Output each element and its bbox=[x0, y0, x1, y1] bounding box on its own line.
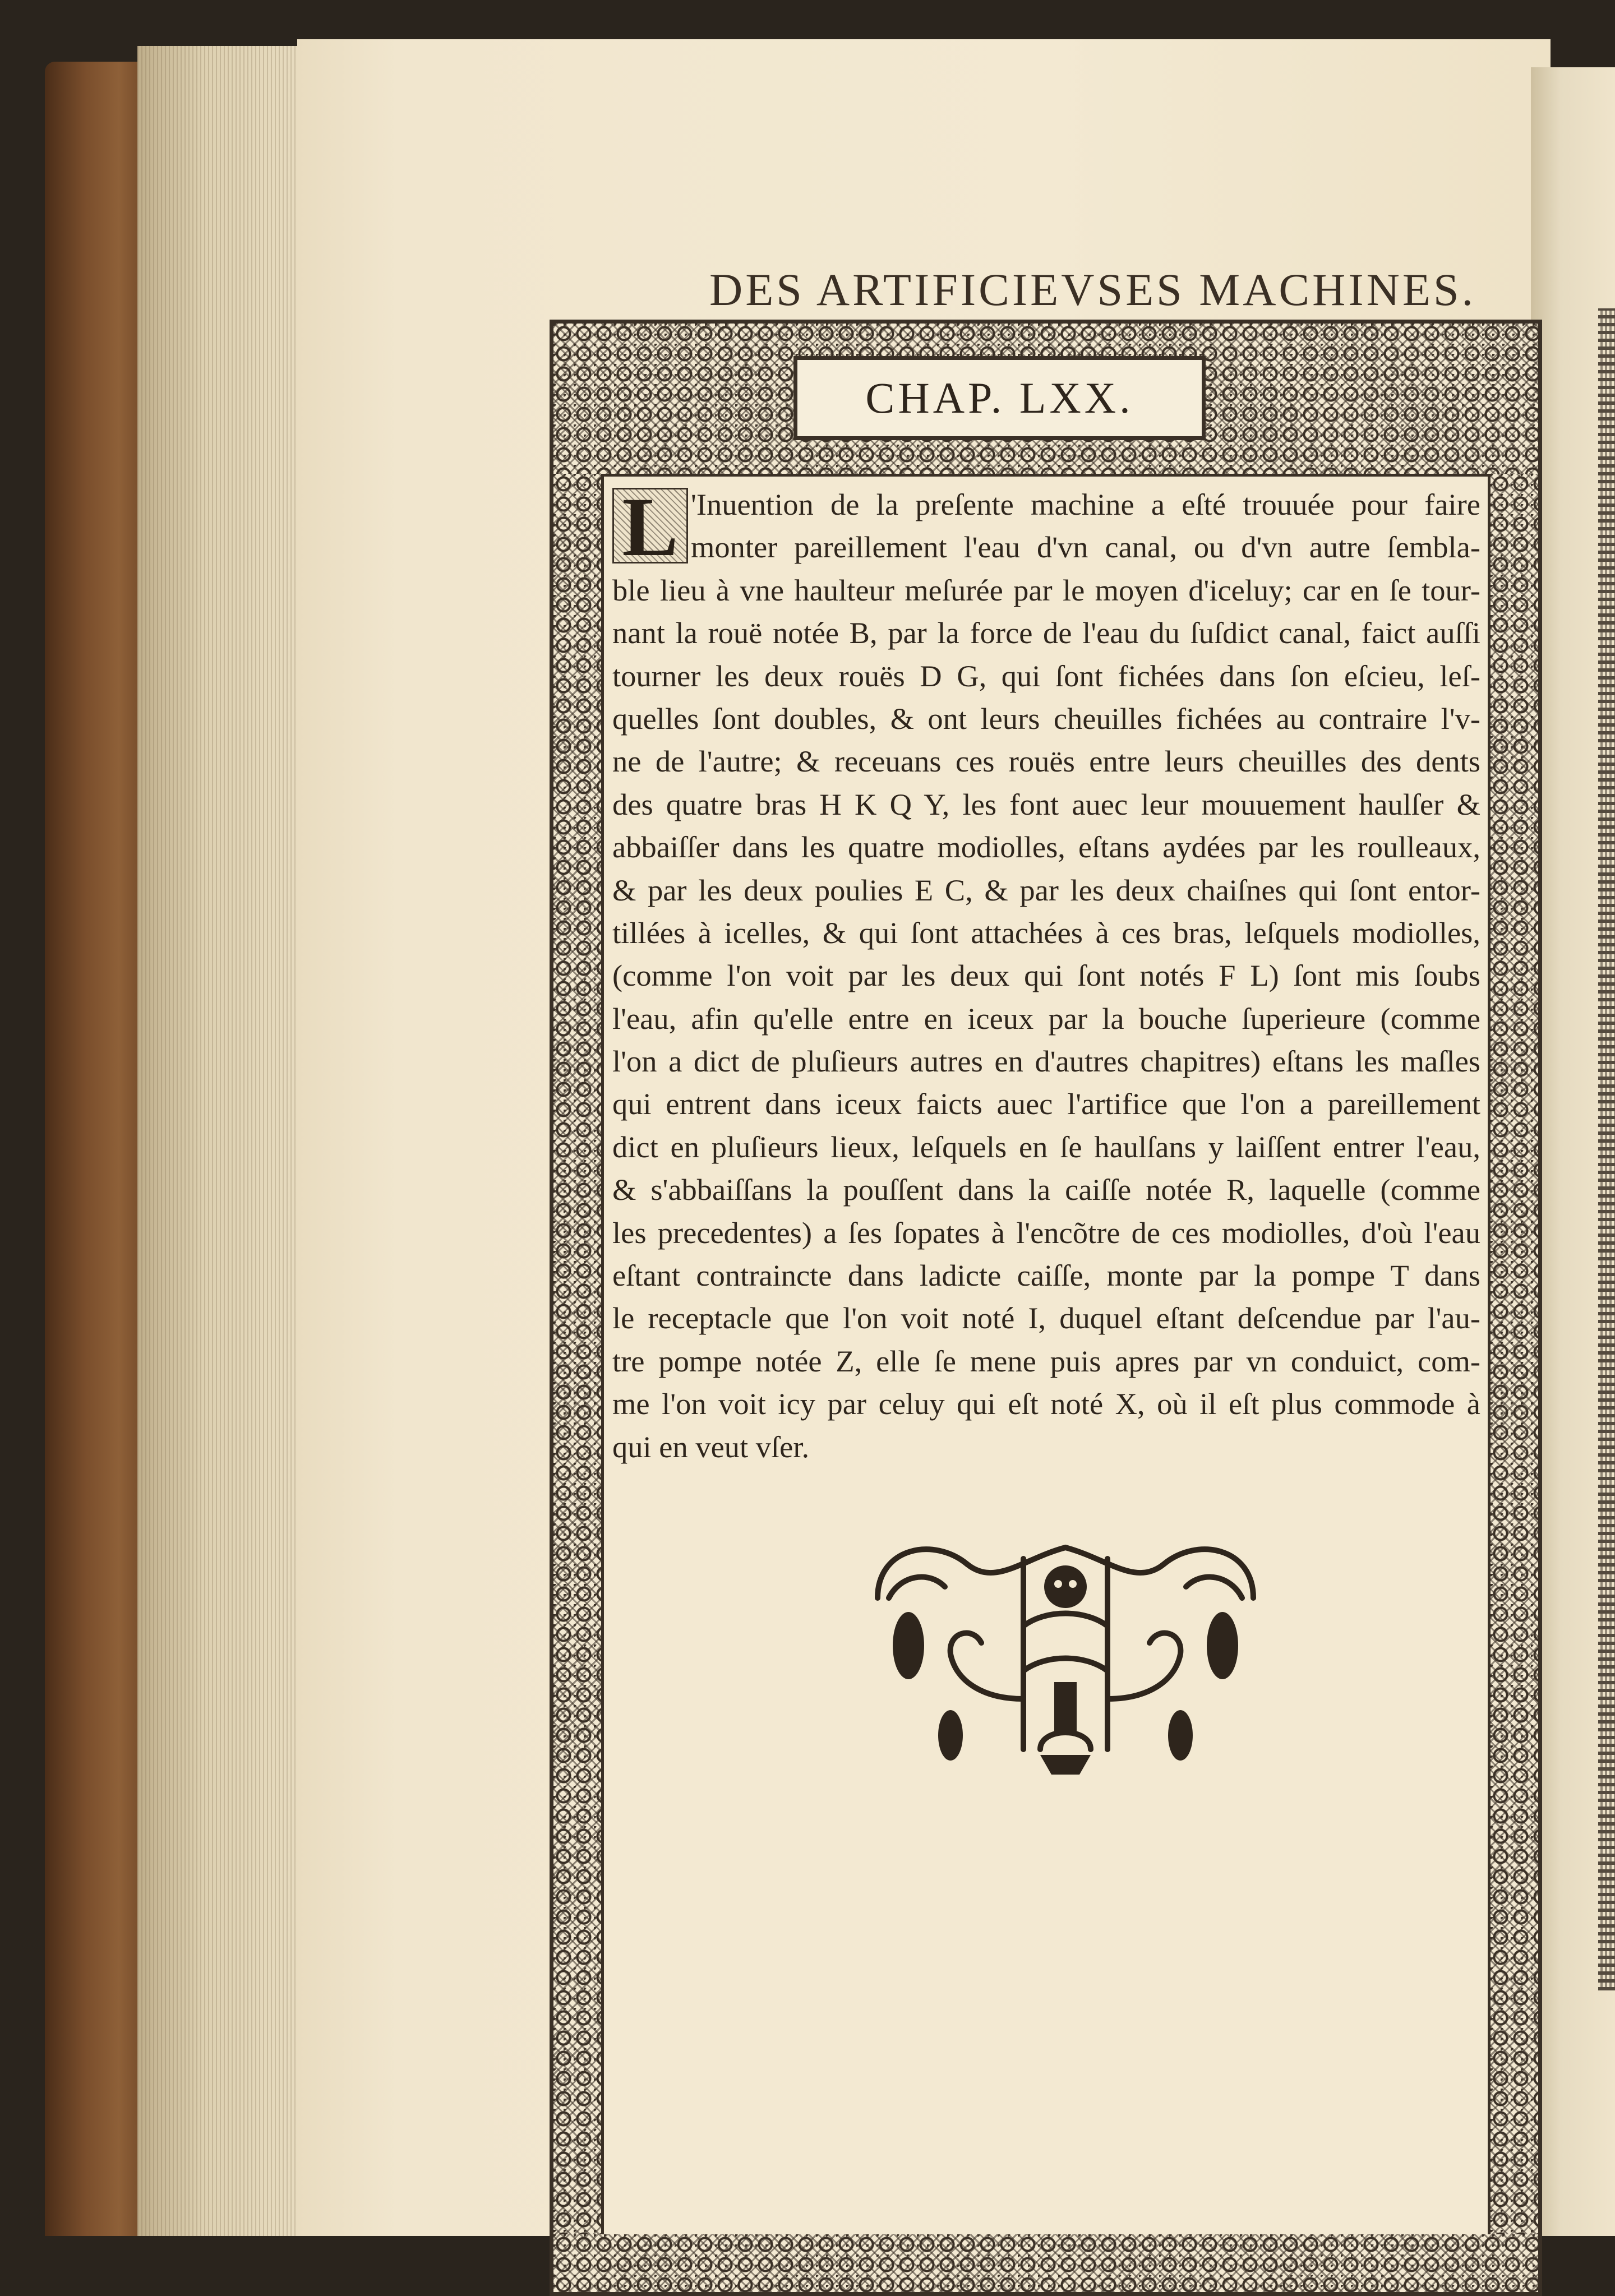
decorated-initial: L bbox=[612, 488, 688, 563]
text-line: dict en pluſieurs lieux, leſquels en ſe haulſans y laiſſent entrer l'eau, bbox=[612, 1129, 1480, 1164]
ornamental-vignette-icon bbox=[855, 1514, 1276, 1777]
text-line: le receptacle que l'on voit noté I, duquel eſtant deſcendue par l'au- bbox=[612, 1301, 1480, 1336]
text-line: qui entrent dans iceux faicts auec l'artifice que l'on a pareillement bbox=[612, 1087, 1480, 1121]
text-line: tillées à icelles, & qui ſont attachées à ces bras, leſquels modiolles, bbox=[612, 915, 1480, 950]
text-line: l'eau, afin qu'elle entre en iceux par la bouche ſuperieure (comme bbox=[612, 1001, 1480, 1036]
facing-page bbox=[1531, 67, 1615, 2236]
text-line: nant la rouë notée B, par la force de l'eau du ſuſdict canal, faict auſſi bbox=[612, 616, 1480, 650]
text-line: l'on a dict de pluſieurs autres en d'autres chapitres) eſtans les maſles bbox=[612, 1044, 1480, 1079]
text-line: des quatre bras H K Q Y, les font auec leur mouuement haulſer & bbox=[612, 787, 1480, 821]
chapter-title: CHAP. LXX. bbox=[865, 373, 1134, 422]
frame-band-left bbox=[553, 474, 601, 2283]
text-line: ble lieu à vne haulteur meſurée par le moyen d'iceluy; car en ſe tour- bbox=[612, 572, 1480, 607]
running-head: DES ARTIFICIEVSES MACHINES. bbox=[709, 264, 1476, 315]
text-line: eſtant contraincte dans ladicte caiſſe, monte par la pompe T dans bbox=[612, 1258, 1480, 1293]
text-line: tre pompe notée Z, elle ſe mene puis apres par vn conduict, com- bbox=[612, 1343, 1480, 1378]
text-line: & s'abbaiſſans la pouſſent dans la caiſſe notée R, laquelle (comme bbox=[612, 1172, 1480, 1207]
frame-band-bottom bbox=[553, 2234, 1538, 2292]
text-line: ne de l'autre; & receuans ces rouës entre leurs cheuilles des dents bbox=[612, 744, 1480, 779]
text-line: (comme l'on voit par les deux qui ſont notés F L) ſont mis ſoubs bbox=[612, 958, 1480, 993]
page-edges bbox=[137, 46, 300, 2236]
text-line: me l'on voit icy par celuy qui eſt noté X, où il eſt plus commode à bbox=[612, 1387, 1480, 1421]
text-line: monter pareillement l'eau d'vn canal, ou d'vn autre ſembla- bbox=[691, 530, 1480, 565]
text-line: abbaiſſer dans les quatre modiolles, eſtans aydées par les roulleaux, bbox=[612, 830, 1480, 865]
text-line: les precedentes) a ſes ſopates à l'encõtre de ces modiolles, d'où l'eau bbox=[612, 1215, 1480, 1250]
text-line: qui en veut vſer. bbox=[612, 1429, 810, 1464]
facing-page-ornament bbox=[1565, 308, 1615, 1990]
text-line: & par les deux poulies E C, & par les deux chaiſnes qui ſont entor- bbox=[612, 872, 1480, 907]
frame-band-right bbox=[1491, 474, 1538, 2283]
text-line: quelles ſont doubles, & ont leurs cheuilles fichées au contraire l'v- bbox=[612, 701, 1480, 736]
chapter-body bbox=[612, 483, 1480, 1468]
text-line: 'Inuention de la preſente machine a eſté trouuée pour faire bbox=[691, 487, 1480, 521]
chapter-heading bbox=[793, 356, 1206, 440]
text-line: tourner les deux rouës D G, qui ſont fichées dans ſon eſcieu, leſ- bbox=[612, 658, 1480, 693]
